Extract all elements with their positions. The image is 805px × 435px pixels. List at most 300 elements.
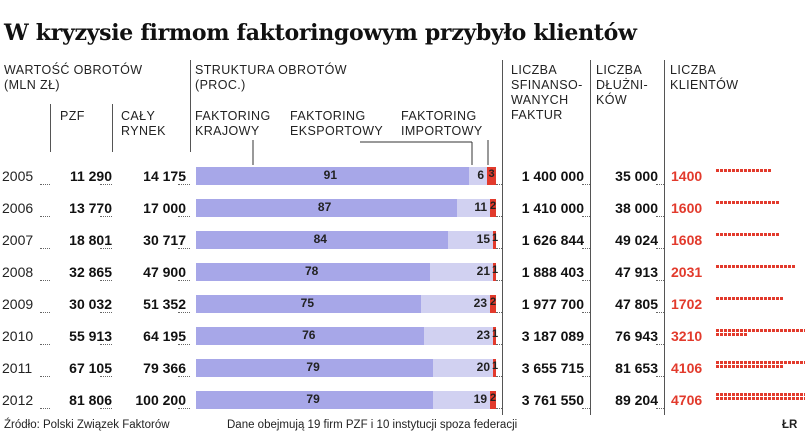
klienci-square (740, 393, 743, 396)
klienci-square (788, 393, 791, 396)
klienci-square (768, 393, 771, 396)
klienci-square (716, 297, 719, 300)
klienci-square (764, 361, 767, 364)
klienci-square (744, 201, 747, 204)
klienci-square (768, 265, 771, 268)
klienci-square (772, 397, 775, 400)
row-leader (178, 312, 190, 313)
klienci-square (728, 333, 731, 336)
klienci-square (768, 233, 771, 236)
klienci-square (752, 169, 755, 172)
klienci-square (716, 333, 719, 336)
klienci-square (724, 265, 727, 268)
value-pzf: 55 913 (69, 328, 112, 344)
klienci-square (796, 393, 799, 396)
klienci-square (748, 365, 751, 368)
klienci-square (752, 329, 755, 332)
label-faktoring-eksportowy: 21 (476, 264, 490, 278)
row-leader (40, 312, 50, 313)
label-faktoring-krajowy: 91 (323, 168, 338, 182)
klienci-square (792, 265, 795, 268)
klienci-square (776, 397, 779, 400)
value-liczba-dluznikow: 89 204 (615, 392, 658, 408)
value-liczba-dluznikow: 47 913 (615, 264, 658, 280)
klienci-square (796, 397, 799, 400)
klienci-square (728, 265, 731, 268)
klienci-square (720, 233, 723, 236)
column-separator (664, 60, 665, 415)
klienci-square (776, 233, 779, 236)
klienci-square (788, 397, 791, 400)
column-separator (50, 104, 51, 152)
klienci-square (720, 361, 723, 364)
klienci-square (764, 169, 767, 172)
label-faktoring-importowy: 1 (492, 232, 499, 244)
klienci-square (780, 393, 783, 396)
klienci-square (792, 361, 795, 364)
row-leader (496, 344, 502, 345)
row-leader (100, 184, 112, 185)
klienci-square (756, 397, 759, 400)
klienci-square (768, 365, 771, 368)
klienci-square (744, 361, 747, 364)
klienci-square (776, 329, 779, 332)
value-liczba-dluznikow: 81 653 (615, 360, 658, 376)
klienci-square (788, 329, 791, 332)
footer-source: Źródło: Polski Związek Faktorów (4, 419, 170, 431)
klienci-square (716, 329, 719, 332)
column-separator (190, 60, 191, 152)
klienci-square (748, 265, 751, 268)
label-faktoring-krajowy: 78 (304, 264, 319, 278)
klienci-square (780, 365, 783, 368)
label-faktoring-importowy: 1 (492, 328, 499, 340)
klienci-square (736, 333, 739, 336)
klienci-square (756, 297, 759, 300)
row-leader (100, 216, 112, 217)
klienci-square (772, 361, 775, 364)
value-caly-rynek: 14 175 (143, 168, 186, 184)
klienci-square (788, 361, 791, 364)
header-liczba-dluznikow: LICZBA DŁUŻNI- KÓW (596, 63, 649, 107)
klienci-square (776, 361, 779, 364)
klienci-square (760, 329, 763, 332)
klienci-square (796, 361, 799, 364)
column-separator (112, 104, 113, 152)
row-year: 2009 (2, 296, 34, 312)
value-liczba-dluznikow: 38 000 (615, 200, 658, 216)
klienci-square (780, 397, 783, 400)
value-pzf: 32 865 (69, 264, 112, 280)
klienci-square (736, 233, 739, 236)
klienci-square (760, 265, 763, 268)
label-faktoring-krajowy: 84 (313, 232, 327, 246)
klienci-square (756, 265, 759, 268)
klienci-square (748, 329, 751, 332)
klienci-square (776, 265, 779, 268)
row-year: 2011 (2, 360, 33, 376)
klienci-square (752, 397, 755, 400)
klienci-square (732, 397, 735, 400)
value-caly-rynek: 47 900 (143, 264, 186, 280)
klienci-square (776, 393, 779, 396)
klienci-square (800, 329, 803, 332)
klienci-square (768, 201, 771, 204)
row-leader (656, 216, 664, 217)
klienci-square (724, 233, 727, 236)
klienci-pictogram (716, 297, 805, 300)
klienci-square (768, 397, 771, 400)
klienci-square (756, 393, 759, 396)
row-leader (178, 344, 190, 345)
klienci-square (760, 397, 763, 400)
klienci-square (716, 361, 719, 364)
klienci-square (772, 329, 775, 332)
row-leader (582, 312, 590, 313)
klienci-square (788, 265, 791, 268)
klienci-square (728, 329, 731, 332)
klienci-square (744, 329, 747, 332)
value-liczba-klientow: 4706 (671, 392, 703, 408)
klienci-square (720, 333, 723, 336)
klienci-square (728, 169, 731, 172)
value-pzf: 67 105 (69, 360, 112, 376)
row-leader (656, 280, 664, 281)
klienci-square (760, 365, 763, 368)
klienci-square (740, 365, 743, 368)
value-caly-rynek: 17 000 (143, 200, 186, 216)
value-liczba-dluznikow: 76 943 (615, 328, 658, 344)
value-liczba-klientow: 3210 (671, 328, 703, 344)
klienci-square (736, 397, 739, 400)
klienci-square (732, 201, 735, 204)
klienci-square (780, 361, 783, 364)
value-liczba-faktur: 1 977 700 (521, 296, 584, 312)
klienci-square (744, 393, 747, 396)
klienci-square (720, 201, 723, 204)
label-faktoring-krajowy: 87 (317, 200, 332, 214)
value-liczba-faktur: 1 410 000 (521, 200, 584, 216)
row-leader (496, 280, 502, 281)
klienci-square (768, 361, 771, 364)
label-faktoring-eksportowy: 6 (477, 168, 484, 182)
klienci-square (764, 397, 767, 400)
klienci-square (776, 297, 779, 300)
label-faktoring-importowy: 2 (489, 200, 497, 212)
klienci-square (756, 201, 759, 204)
value-liczba-faktur: 3 187 089 (521, 328, 584, 344)
row-leader (496, 312, 502, 313)
row-year: 2005 (2, 168, 34, 184)
row-year: 2006 (2, 200, 34, 216)
klienci-square (780, 329, 783, 332)
klienci-square (732, 265, 735, 268)
klienci-square (736, 361, 739, 364)
klienci-square (736, 297, 739, 300)
value-liczba-faktur: 1 888 403 (521, 264, 584, 280)
value-pzf: 11 290 (69, 168, 112, 184)
row-leader (496, 248, 502, 249)
row-leader (496, 408, 502, 409)
klienci-square (744, 333, 747, 336)
header-faktoring-eksportowy: FAKTORING EKSPORTOWY (290, 109, 384, 138)
klienci-pictogram (716, 393, 805, 400)
row-leader (656, 408, 664, 409)
klienci-square (768, 169, 771, 172)
value-caly-rynek: 100 200 (135, 392, 186, 408)
klienci-square (764, 201, 767, 204)
klienci-square (728, 201, 731, 204)
klienci-square (780, 265, 783, 268)
klienci-square (724, 333, 727, 336)
value-liczba-faktur: 1 400 000 (521, 168, 584, 184)
klienci-square (720, 329, 723, 332)
value-liczba-klientow: 1608 (671, 232, 703, 248)
klienci-square (760, 201, 763, 204)
klienci-pictogram (716, 201, 805, 204)
klienci-square (792, 329, 795, 332)
klienci-square (736, 329, 739, 332)
klienci-square (752, 361, 755, 364)
klienci-square (748, 361, 751, 364)
label-faktoring-eksportowy: 23 (473, 296, 487, 310)
label-faktoring-eksportowy: 19 (473, 392, 487, 406)
klienci-square (744, 397, 747, 400)
klienci-square (724, 397, 727, 400)
klienci-square (764, 393, 767, 396)
klienci-square (740, 397, 743, 400)
klienci-square (760, 297, 763, 300)
label-faktoring-krajowy: 76 (302, 328, 316, 342)
row-leader (178, 280, 190, 281)
klienci-square (748, 233, 751, 236)
klienci-square (716, 397, 719, 400)
row-leader (178, 184, 190, 185)
row-leader (178, 376, 190, 377)
row-leader (582, 376, 590, 377)
row-leader (656, 184, 664, 185)
row-leader (582, 216, 590, 217)
row-leader (40, 184, 50, 185)
klienci-square (740, 333, 743, 336)
klienci-square (720, 297, 723, 300)
klienci-square (744, 365, 747, 368)
row-leader (582, 344, 590, 345)
footer-logo: ŁR (782, 419, 798, 431)
value-liczba-dluznikow: 35 000 (615, 168, 658, 184)
row-leader (582, 184, 590, 185)
row-leader (656, 312, 664, 313)
klienci-square (724, 393, 727, 396)
klienci-square (732, 169, 735, 172)
row-leader (40, 248, 50, 249)
klienci-square (744, 265, 747, 268)
klienci-square (760, 233, 763, 236)
value-pzf: 13 770 (69, 200, 112, 216)
klienci-square (732, 333, 735, 336)
row-leader (100, 280, 112, 281)
value-liczba-faktur: 3 761 550 (521, 392, 584, 408)
klienci-square (748, 201, 751, 204)
klienci-square (716, 201, 719, 204)
klienci-square (720, 397, 723, 400)
klienci-square (756, 329, 759, 332)
klienci-square (772, 265, 775, 268)
klienci-square (756, 365, 759, 368)
klienci-pictogram (716, 233, 805, 236)
row-year: 2010 (2, 328, 34, 344)
row-leader (496, 184, 502, 185)
klienci-square (764, 329, 767, 332)
row-leader (100, 376, 112, 377)
row-leader (496, 216, 502, 217)
value-caly-rynek: 79 366 (143, 360, 186, 376)
value-liczba-dluznikow: 47 805 (615, 296, 658, 312)
row-leader (178, 248, 190, 249)
row-leader (582, 248, 590, 249)
value-liczba-klientow: 2031 (671, 264, 703, 280)
klienci-square (716, 393, 719, 396)
klienci-square (720, 265, 723, 268)
klienci-square (760, 393, 763, 396)
klienci-square (756, 361, 759, 364)
label-faktoring-importowy: 3 (488, 168, 495, 180)
value-caly-rynek: 64 195 (143, 328, 186, 344)
klienci-square (740, 329, 743, 332)
klienci-square (784, 393, 787, 396)
klienci-square (724, 329, 727, 332)
row-year: 2008 (2, 264, 34, 280)
klienci-square (764, 297, 767, 300)
klienci-square (724, 361, 727, 364)
row-leader (178, 408, 190, 409)
klienci-square (724, 169, 727, 172)
klienci-pictogram (716, 361, 805, 368)
label-faktoring-eksportowy: 23 (476, 328, 490, 342)
value-liczba-faktur: 1 626 844 (521, 232, 584, 248)
klienci-square (748, 297, 751, 300)
header-faktoring-importowy: FAKTORING IMPORTOWY (401, 109, 483, 138)
klienci-square (720, 365, 723, 368)
klienci-square (752, 201, 755, 204)
row-leader (100, 408, 112, 409)
label-faktoring-eksportowy: 20 (476, 360, 490, 374)
klienci-square (728, 361, 731, 364)
klienci-square (736, 393, 739, 396)
value-liczba-klientow: 1400 (671, 168, 703, 184)
label-faktoring-importowy: 2 (489, 392, 497, 404)
klienci-square (772, 393, 775, 396)
klienci-square (740, 201, 743, 204)
klienci-square (780, 297, 783, 300)
klienci-square (736, 265, 739, 268)
klienci-square (784, 265, 787, 268)
klienci-square (752, 265, 755, 268)
klienci-square (740, 233, 743, 236)
klienci-square (756, 169, 759, 172)
klienci-square (792, 397, 795, 400)
row-year: 2012 (2, 392, 34, 408)
row-year: 2007 (2, 232, 34, 248)
row-leader (40, 344, 50, 345)
label-faktoring-eksportowy: 15 (476, 232, 490, 246)
klienci-square (724, 201, 727, 204)
klienci-square (792, 393, 795, 396)
klienci-square (724, 365, 727, 368)
klienci-square (784, 397, 787, 400)
label-faktoring-krajowy: 75 (300, 296, 314, 310)
klienci-square (784, 329, 787, 332)
row-leader (100, 344, 112, 345)
row-leader (496, 376, 502, 377)
label-faktoring-eksportowy: 11 (474, 200, 487, 214)
chart-title: W kryzysie firmom faktoringowym przybyło klientów (4, 20, 637, 46)
klienci-square (772, 201, 775, 204)
value-pzf: 81 806 (69, 392, 112, 408)
klienci-square (760, 361, 763, 364)
row-leader (100, 312, 112, 313)
klienci-square (732, 329, 735, 332)
klienci-square (716, 365, 719, 368)
label-faktoring-importowy: 2 (489, 296, 497, 308)
klienci-square (724, 297, 727, 300)
row-leader (656, 248, 664, 249)
header-caly-rynek: CAŁY RYNEK (121, 109, 166, 138)
klienci-square (776, 365, 779, 368)
klienci-square (728, 365, 731, 368)
klienci-square (716, 169, 719, 172)
value-caly-rynek: 30 717 (143, 232, 186, 248)
value-liczba-dluznikow: 49 024 (615, 232, 658, 248)
klienci-square (756, 233, 759, 236)
value-liczba-klientow: 1600 (671, 200, 703, 216)
klienci-square (800, 361, 803, 364)
row-leader (40, 280, 50, 281)
row-leader (582, 280, 590, 281)
footer-note: Dane obejmują 19 firm PZF i 10 instytucji spoza federacji (227, 419, 518, 431)
klienci-square (732, 233, 735, 236)
klienci-square (772, 365, 775, 368)
klienci-square (752, 233, 755, 236)
klienci-square (772, 297, 775, 300)
klienci-square (740, 169, 743, 172)
label-faktoring-importowy: 1 (492, 264, 499, 276)
header-liczba-klientow: LICZBA KLIENTÓW (670, 63, 739, 92)
row-leader (582, 408, 590, 409)
klienci-square (784, 361, 787, 364)
header-struktura: STRUKTURA OBROTÓW (PROC.) (195, 63, 347, 92)
value-liczba-klientow: 4106 (671, 360, 703, 376)
klienci-square (720, 393, 723, 396)
klienci-square (736, 169, 739, 172)
klienci-square (732, 297, 735, 300)
label-faktoring-importowy: 1 (492, 360, 499, 372)
value-liczba-klientow: 1702 (671, 296, 703, 312)
row-leader (178, 216, 190, 217)
klienci-pictogram (716, 169, 805, 172)
klienci-square (728, 233, 731, 236)
header-faktoring-krajowy: FAKTORING KRAJOWY (195, 109, 271, 138)
klienci-square (796, 329, 799, 332)
klienci-square (768, 297, 771, 300)
klienci-square (736, 201, 739, 204)
row-leader (40, 216, 50, 217)
header-pzf: PZF (60, 109, 85, 123)
klienci-square (728, 297, 731, 300)
value-caly-rynek: 51 352 (143, 296, 186, 312)
row-leader (40, 376, 50, 377)
klienci-square (728, 393, 731, 396)
